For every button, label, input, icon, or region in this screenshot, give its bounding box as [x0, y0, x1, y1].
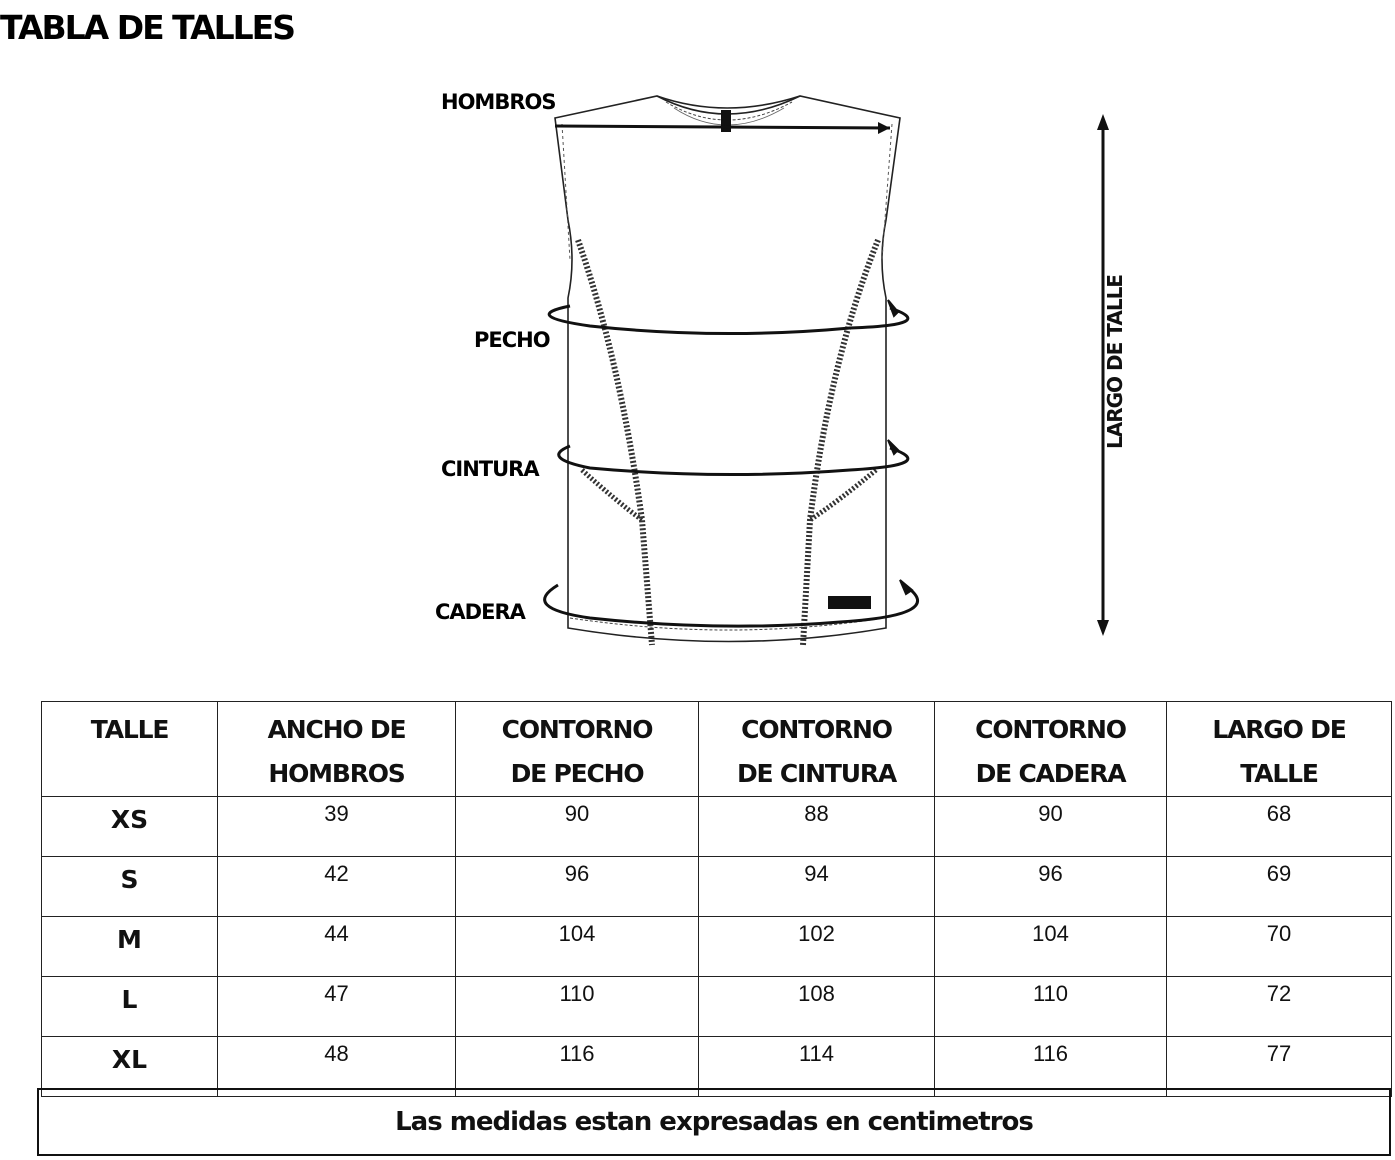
value-cell: 48 — [218, 1037, 456, 1097]
label-length: LARGO DE TALLE — [1103, 275, 1127, 449]
value-cell: 39 — [218, 797, 456, 857]
value-cell: 96 — [456, 857, 699, 917]
label-shoulders: HOMBROS — [441, 90, 556, 114]
table-row — [42, 917, 1392, 977]
value-cell: 116 — [935, 1037, 1167, 1097]
label-waist: CINTURA — [441, 457, 539, 481]
value-cell: 104 — [456, 917, 699, 977]
label-chest: PECHO — [474, 328, 550, 352]
header-length: LARGO DE TALLE — [1167, 702, 1392, 797]
value-cell: 108 — [699, 977, 935, 1037]
header-chest: CONTORNO DE PECHO — [456, 702, 699, 797]
value-cell: 94 — [699, 857, 935, 917]
value-cell: 116 — [456, 1037, 699, 1097]
size-table — [41, 701, 1392, 1097]
value-cell: 110 — [456, 977, 699, 1037]
garment-outline — [555, 96, 900, 642]
size-cell: L — [42, 977, 218, 1037]
value-cell: 114 — [699, 1037, 935, 1097]
value-cell: 88 — [699, 797, 935, 857]
value-cell: 70 — [1167, 917, 1392, 977]
header-size: TALLE — [42, 702, 218, 797]
value-cell: 96 — [935, 857, 1167, 917]
value-cell: 90 — [456, 797, 699, 857]
value-cell: 42 — [218, 857, 456, 917]
size-cell: M — [42, 917, 218, 977]
size-cell: XL — [42, 1037, 218, 1097]
value-cell: 72 — [1167, 977, 1392, 1037]
header-waist: CONTORNO DE CINTURA — [699, 702, 935, 797]
value-cell: 110 — [935, 977, 1167, 1037]
neck-tag — [721, 110, 731, 132]
value-cell: 69 — [1167, 857, 1392, 917]
value-cell: 104 — [935, 917, 1167, 977]
value-cell: 44 — [218, 917, 456, 977]
table-row — [42, 857, 1392, 917]
hem-patch — [828, 596, 871, 609]
table-row — [42, 977, 1392, 1037]
units-note: Las medidas estan expresadas en centimetros — [395, 1107, 1033, 1137]
sleeveless-top-illustration — [420, 80, 940, 660]
value-cell: 102 — [699, 917, 935, 977]
units-note-box — [37, 1088, 1391, 1156]
garment-diagram — [420, 80, 940, 660]
value-cell: 68 — [1167, 797, 1392, 857]
size-cell: XS — [42, 797, 218, 857]
value-cell: 77 — [1167, 1037, 1392, 1097]
page-title: TABLA DE TALLES — [0, 8, 294, 47]
size-cell: S — [42, 857, 218, 917]
table-header-row — [42, 702, 1392, 797]
shoulder-arrow — [555, 126, 890, 128]
value-cell: 90 — [935, 797, 1167, 857]
label-hip: CADERA — [435, 600, 525, 624]
header-hip: CONTORNO DE CADERA — [935, 702, 1167, 797]
table-row — [42, 797, 1392, 857]
value-cell: 47 — [218, 977, 456, 1037]
header-shoulder-width: ANCHO DE HOMBROS — [218, 702, 456, 797]
